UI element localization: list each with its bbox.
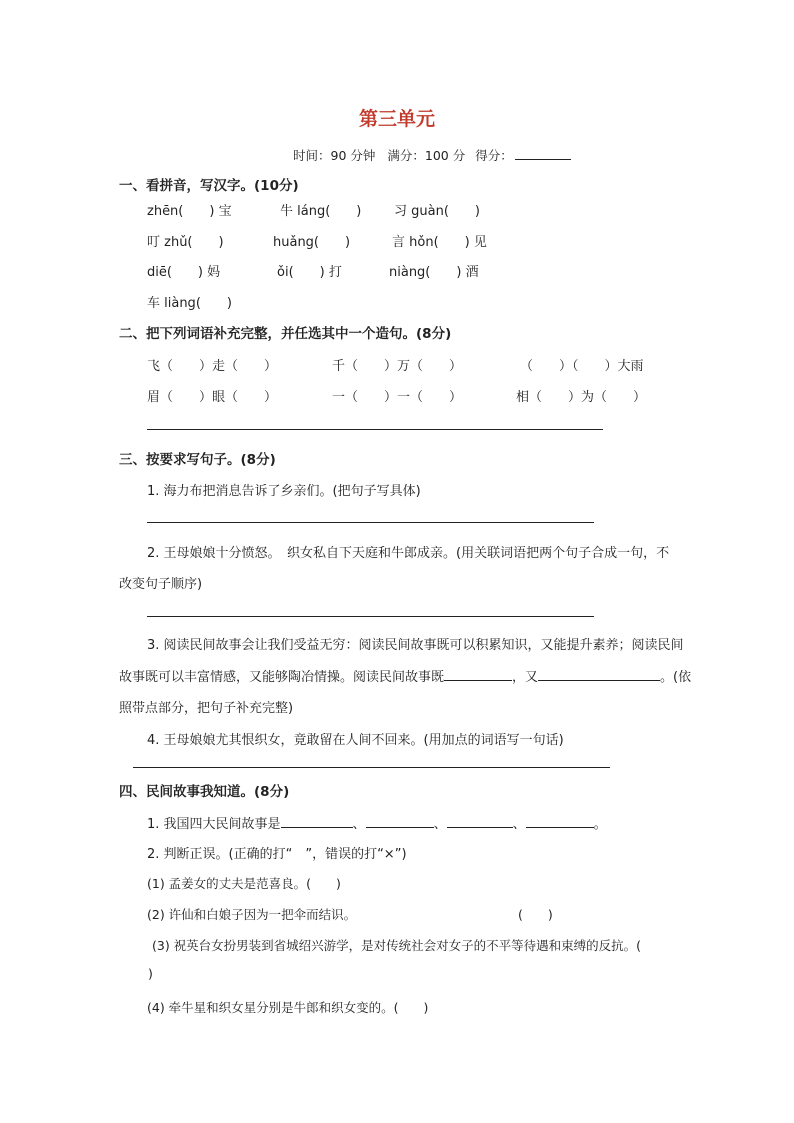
time-label: 时间：90 分钟 <box>293 148 376 163</box>
question-3-3-text: ，又 <box>512 670 539 685</box>
fill-blank[interactable] <box>444 668 512 681</box>
pinyin-item[interactable]: ǒi( ) 打 <box>277 265 342 280</box>
question-3-3-cont <box>119 666 691 685</box>
answer-line[interactable] <box>147 429 603 430</box>
idiom-item[interactable]: 飞（ ）走（ ） <box>147 359 278 374</box>
fill-blank[interactable] <box>538 668 660 681</box>
period: 。 <box>593 817 607 832</box>
answer-line[interactable] <box>147 616 594 617</box>
question-3-3: 3. 阅读民间故事会让我们受益无穷：阅读民间故事既可以积累知识，又能提升素养；阅读民间 <box>147 638 684 653</box>
idiom-item[interactable]: 眉（ ）眼（ ） <box>147 390 278 405</box>
judge-item-2-answer[interactable]: ( ) <box>518 907 553 922</box>
pinyin-item[interactable]: zhēn( ) 宝 <box>147 204 232 219</box>
exam-meta <box>293 146 571 164</box>
fill-blank[interactable] <box>526 815 594 828</box>
idiom-item[interactable]: （ ）（ ）大雨 <box>520 359 644 374</box>
question-3-3-text: 。(依 <box>660 670 692 685</box>
question-3-2: 2. 王母娘娘十分愤怒。 织女私自下天庭和牛郎成亲。(用关联词语把两个句子合成一句，不 <box>147 546 670 561</box>
fill-blank[interactable] <box>447 815 513 828</box>
question-4-1 <box>147 813 607 832</box>
judge-item-3-cont: ) <box>148 966 153 981</box>
score-blank[interactable] <box>515 147 571 160</box>
pinyin-item[interactable]: 叮 zhǔ( ) <box>147 235 224 250</box>
question-4-1-text: 1. 我国四大民间故事是 <box>147 817 281 832</box>
section-3-heading: 三、按要求写句子。(8分) <box>119 452 276 468</box>
full-score-label: 满分：100 分 <box>387 148 466 163</box>
pinyin-item[interactable]: niàng( ) 酒 <box>389 265 479 280</box>
idiom-item[interactable]: 千（ ）万（ ） <box>332 359 463 374</box>
question-3-1: 1. 海力布把消息告诉了乡亲们。(把句子写具体) <box>147 484 421 499</box>
idiom-item[interactable]: 一（ ）一（ ） <box>332 390 463 405</box>
question-3-3-end: 照带点部分，把句子补充完整) <box>119 701 294 716</box>
pinyin-item[interactable]: huǎng( ) <box>273 235 351 250</box>
answer-line[interactable] <box>147 522 594 523</box>
idiom-item[interactable]: 相（ ）为（ ） <box>516 390 647 405</box>
judge-item-1[interactable]: (1) 孟姜女的丈夫是范喜良。( ) <box>147 876 341 891</box>
section-4-heading: 四、民间故事我知道。(8分) <box>119 784 290 800</box>
separator: 、 <box>352 817 366 832</box>
question-3-4: 4. 王母娘娘尤其恨织女，竟敢留在人间不回来。(用加点的词语写一句话) <box>147 733 564 748</box>
pinyin-item[interactable]: 车 liàng( ) <box>147 296 232 311</box>
pinyin-item[interactable]: 言 hǒn( ) 见 <box>392 235 487 250</box>
page-title: 第三单元 <box>358 108 435 130</box>
pinyin-item[interactable]: 牛 láng( ) <box>280 204 362 219</box>
question-3-3-text: 故事既可以丰富情感，又能够陶冶情操。阅读民间故事既 <box>119 670 445 685</box>
fill-blank[interactable] <box>366 815 434 828</box>
separator: 、 <box>512 817 526 832</box>
judge-item-2: (2) 许仙和白娘子因为一把伞而结识。 <box>147 907 357 922</box>
judge-item-4[interactable]: (4) 牵牛星和织女星分别是牛郎和织女变的。( ) <box>147 1000 429 1015</box>
fill-blank[interactable] <box>281 815 353 828</box>
answer-line[interactable] <box>133 767 610 768</box>
question-4-2: 2. 判断正误。(正确的打“ ”，错误的打“×”) <box>147 847 407 862</box>
pinyin-item[interactable]: 习 guàn( ) <box>394 204 480 219</box>
section-1-heading: 一、看拼音，写汉字。(10分) <box>119 178 299 194</box>
pinyin-item[interactable]: diē( ) 妈 <box>147 265 221 280</box>
section-2-heading: 二、把下列词语补充完整，并任选其中一个造句。(8分) <box>119 326 452 342</box>
score-label: 得分： <box>475 148 513 163</box>
judge-item-3[interactable]: (3) 祝英台女扮男装到省城绍兴游学，是对传统社会对女子的不平等待遇和束缚的反抗。( <box>152 938 642 953</box>
separator: 、 <box>433 817 447 832</box>
question-3-2-cont: 改变句子顺序) <box>119 577 203 592</box>
